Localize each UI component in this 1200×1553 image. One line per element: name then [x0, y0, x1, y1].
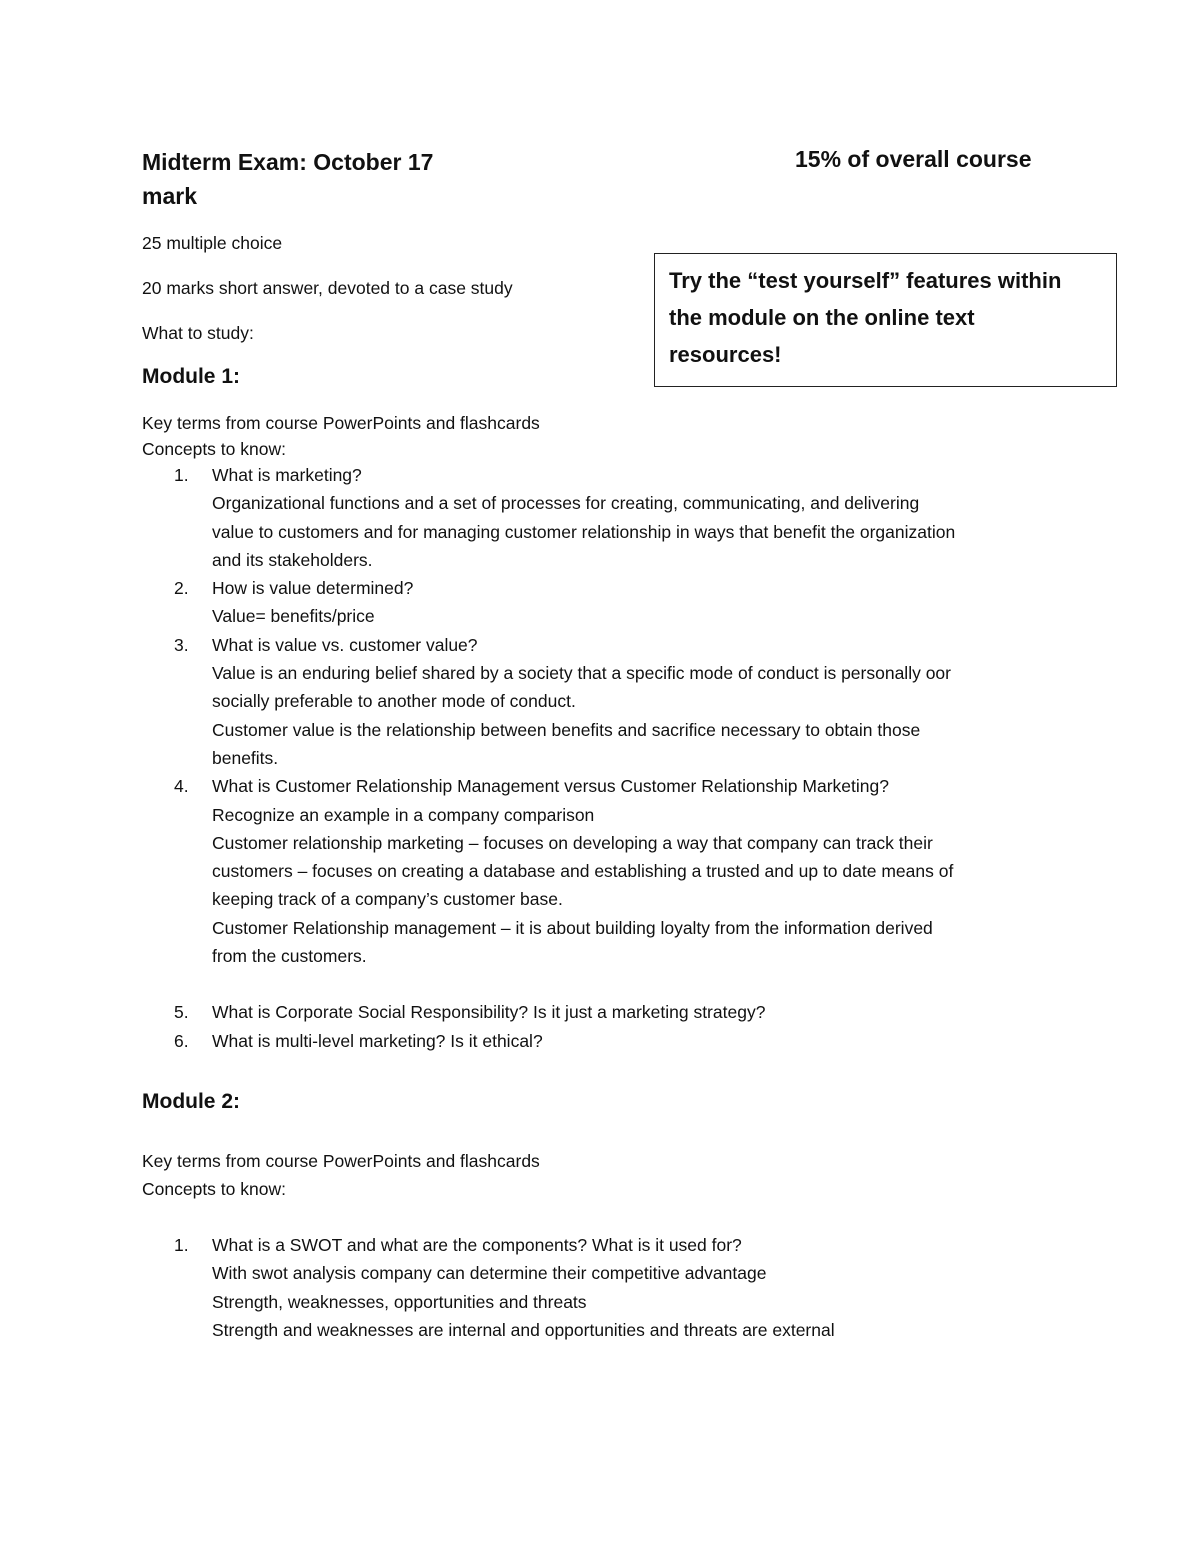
list-item: [142, 998, 955, 1026]
callout-line-3: resources!: [669, 342, 782, 367]
item-question: What is value vs. customer value?: [212, 634, 478, 655]
item-number: 4.: [174, 776, 189, 797]
item-answer-line: Customer relationship marketing – focuses on developing a way that company can track their: [212, 832, 933, 853]
item-answer-line: Recognize an example in a company comparison: [212, 804, 595, 825]
item-answer-line: Strength, weaknesses, opportunities and threats: [212, 1291, 587, 1312]
module-2-key-terms: Key terms from course PowerPoints and flashcards: [142, 1151, 540, 1171]
item-answer-line: Customer Relationship management – it is about building loyalty from the information derived: [212, 917, 933, 938]
list-gap: [142, 970, 955, 998]
module-2-concept-list: [142, 1231, 835, 1344]
module-1-concepts-label: Concepts to know:: [142, 439, 286, 459]
item-number: 1.: [174, 465, 189, 485]
exam-weight-wrap: mark: [142, 183, 197, 209]
module-1-heading: Module 1:: [142, 365, 240, 388]
item-answer-line: Customer value is the relationship between benefits and sacrifice necessary to obtain those: [212, 719, 921, 740]
test-yourself-callout: [654, 253, 1117, 387]
list-item: [142, 631, 955, 772]
list-item: [142, 772, 955, 970]
item-answer-line: Strength and weaknesses are internal and opportunities and threats are external: [212, 1319, 835, 1340]
item-question: How is value determined?: [212, 578, 414, 599]
item-answer-line: customers – focuses on creating a database and establishing a trusted and up to date means of: [212, 861, 954, 882]
item-number: 6.: [174, 1030, 189, 1051]
item-answer-line: and its stakeholders.: [212, 549, 373, 570]
item-number: 2.: [174, 578, 189, 599]
item-question: What is a SWOT and what are the components? What is it used for?: [212, 1235, 742, 1255]
item-answer-line: from the customers.: [212, 946, 367, 967]
item-answer-line: Value is an enduring belief shared by a society that a specific mode of conduct is personally oor: [212, 663, 951, 684]
item-answer-line: With swot analysis company can determine their competitive advantage: [212, 1263, 767, 1284]
exam-title: Midterm Exam: October 17: [142, 149, 434, 175]
list-item: [142, 1231, 835, 1344]
item-question: What is Customer Relationship Management versus Customer Relationship Marketing?: [212, 776, 889, 797]
item-number: 1.: [174, 1235, 189, 1255]
short-answer-info: 20 marks short answer, devoted to a case study: [142, 278, 513, 298]
list-item: [142, 461, 955, 574]
item-answer-line: Value= benefits/price: [212, 606, 375, 627]
callout-line-1: Try the “test yourself” features within: [669, 268, 1062, 293]
item-answer-line: value to customers and for managing customer relationship in ways that benefit the organization: [212, 521, 956, 542]
item-answer-line: keeping track of a company’s customer base.: [212, 889, 563, 910]
module-1-key-terms: Key terms from course PowerPoints and flashcards: [142, 413, 540, 433]
item-question: What is marketing?: [212, 465, 362, 485]
callout-line-2: the module on the online text: [669, 305, 975, 330]
module-2-heading: Module 2:: [142, 1090, 240, 1113]
item-question: What is multi-level marketing? Is it ethical?: [212, 1030, 543, 1051]
multiple-choice-info: 25 multiple choice: [142, 233, 283, 253]
exam-weight: 15% of overall course: [795, 146, 1032, 172]
module-2-concepts-label: Concepts to know:: [142, 1179, 286, 1199]
list-item: [142, 1027, 955, 1055]
item-answer-line: socially preferable to another mode of conduct.: [212, 691, 576, 712]
item-number: 3.: [174, 634, 189, 655]
item-answer-line: Organizational functions and a set of processes for creating, communicating, and delivering: [212, 493, 920, 514]
item-question: What is Corporate Social Responsibility? Is it just a marketing strategy?: [212, 1002, 766, 1023]
module-1-concept-list: [142, 461, 955, 1055]
item-number: 5.: [174, 1002, 189, 1023]
what-to-study-label: What to study:: [142, 323, 254, 343]
list-item: [142, 574, 955, 631]
item-answer-line: benefits.: [212, 747, 279, 768]
